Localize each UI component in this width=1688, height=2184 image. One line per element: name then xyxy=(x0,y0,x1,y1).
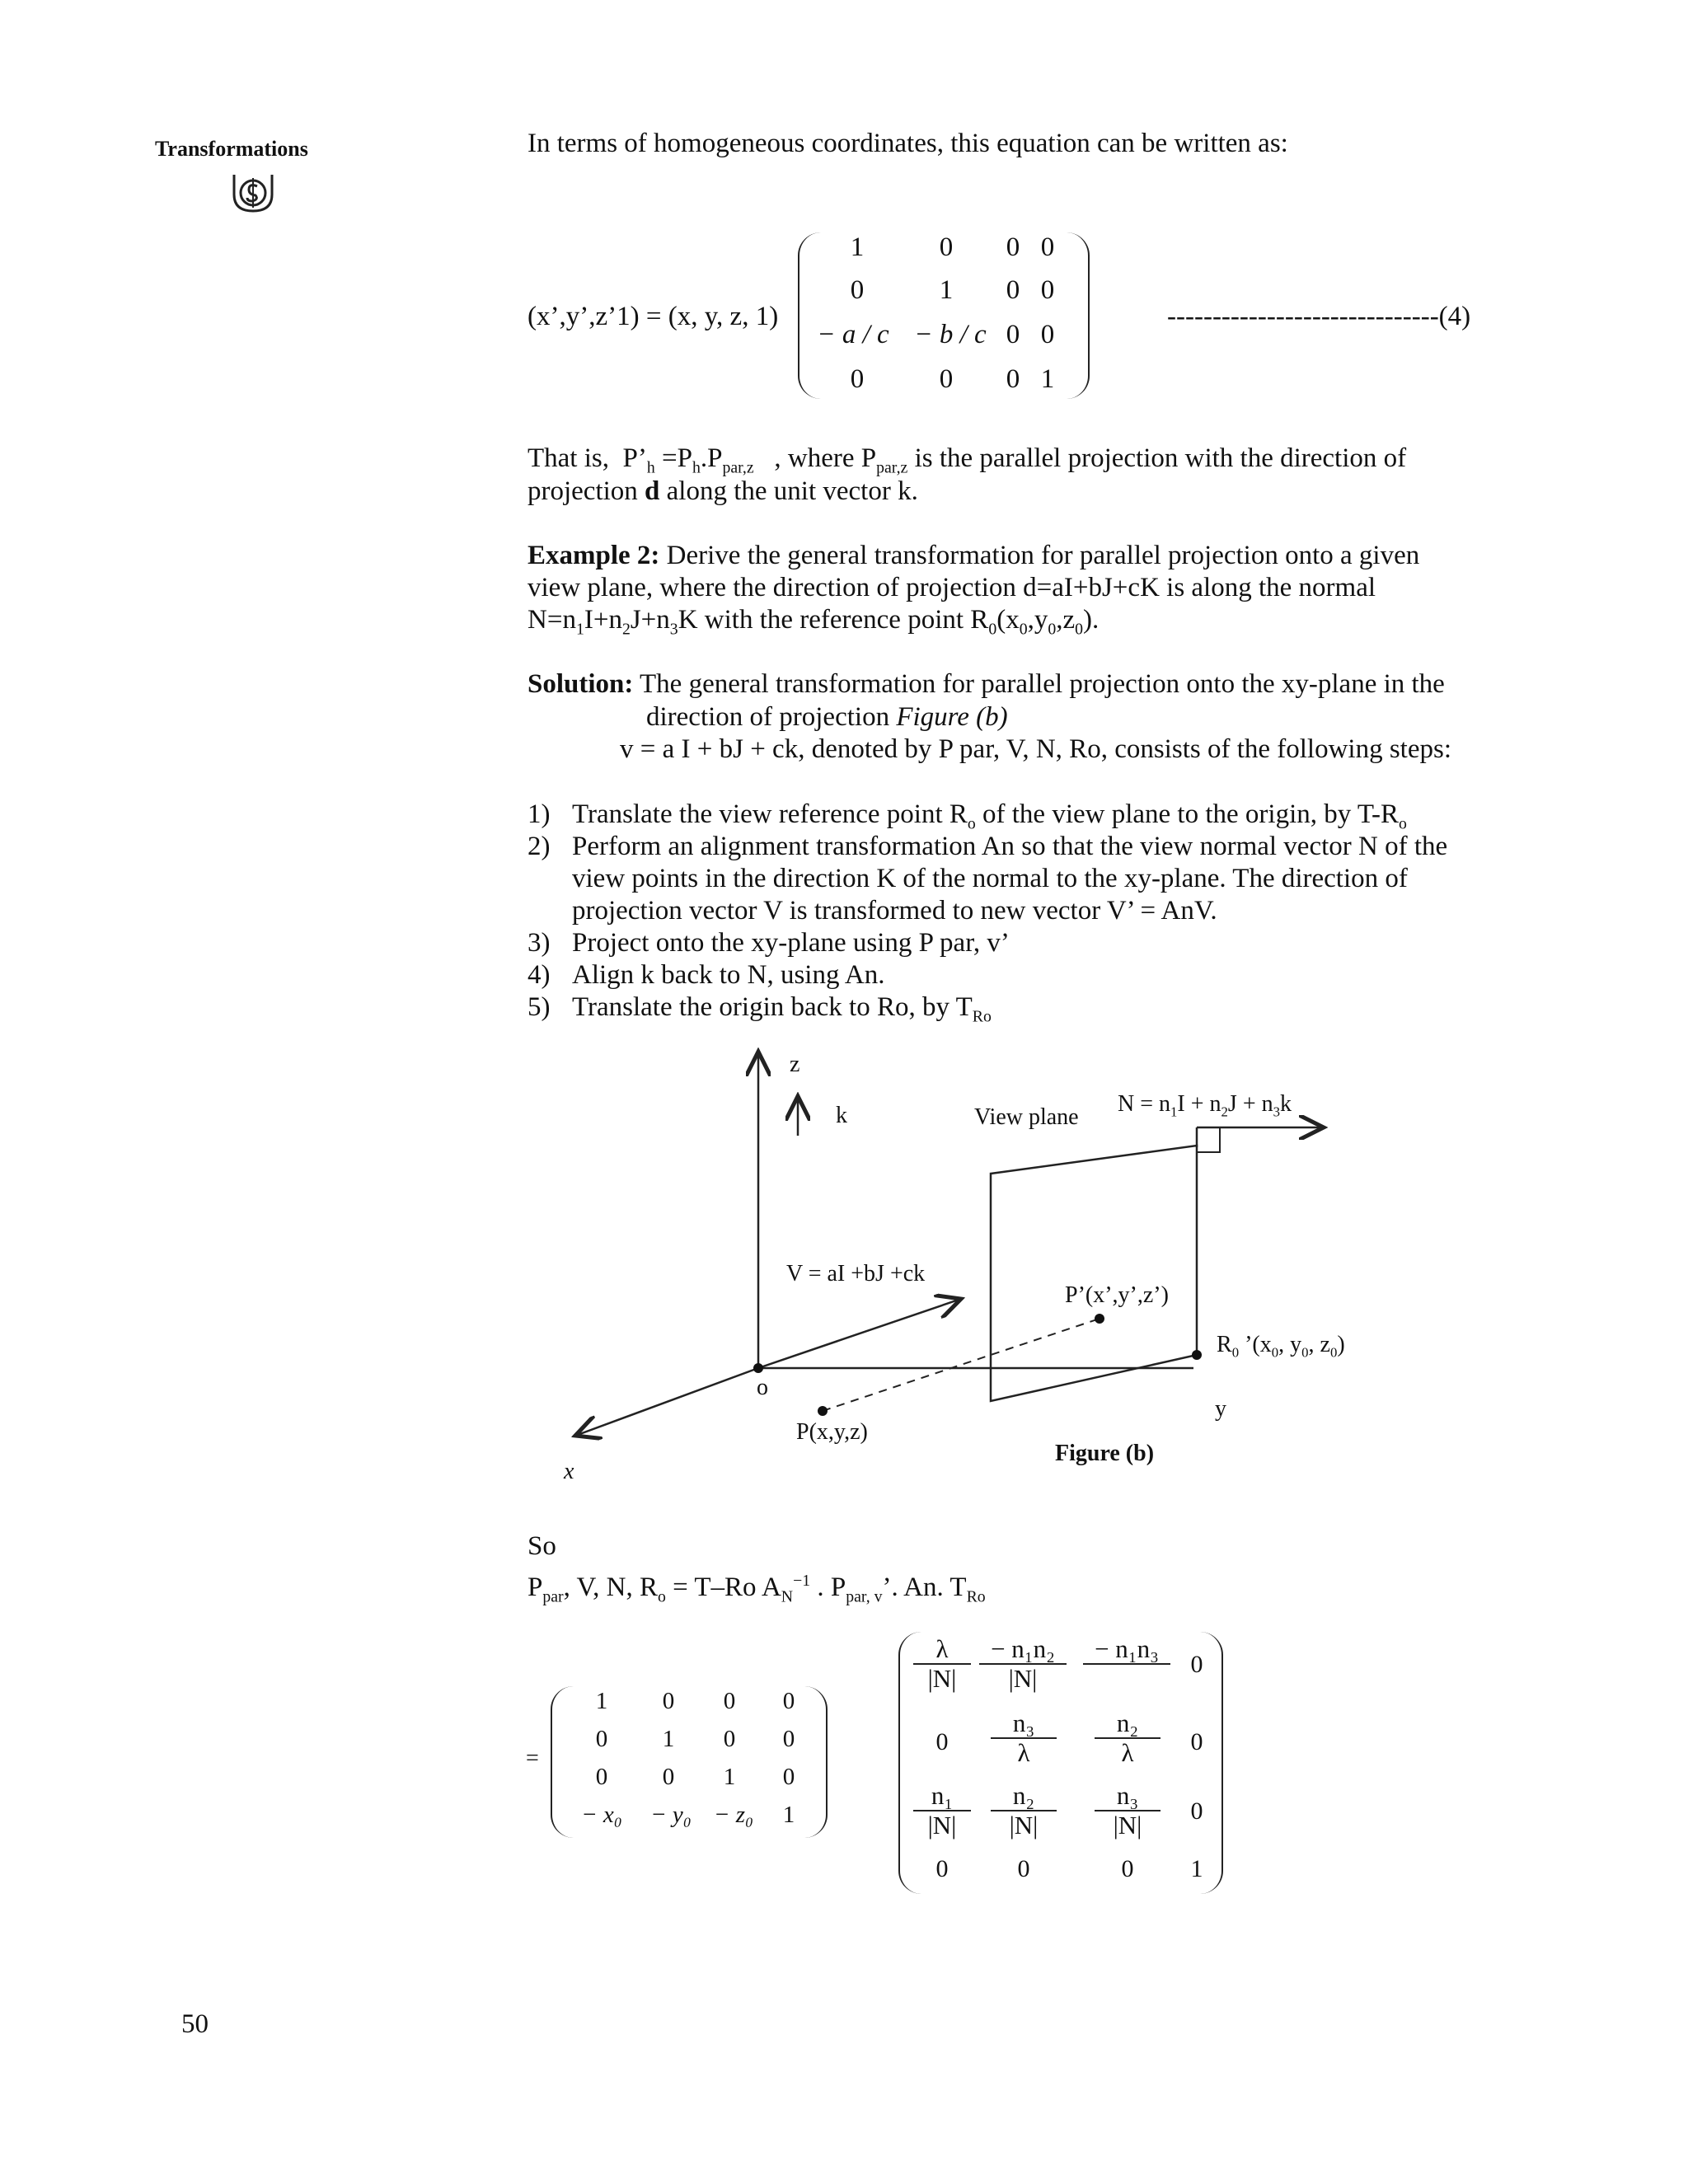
example2-line3: $N=n_1I+n_2J+n_3K$ with the reference point $R_0(x_0,y_0,z_0)$. xyxy=(528,605,1100,639)
view-plane-label: View plane xyxy=(974,1104,1079,1130)
step-4-text: Align k back to N, using An. xyxy=(572,960,885,990)
solution-line2: direction of projection Figure (b) xyxy=(646,702,1008,732)
eq4-cell: 1 xyxy=(850,232,865,262)
eq4-cell: 0 xyxy=(850,275,865,305)
that-is-line1: That is, $P’_h =P_h.P_{par,z}$ , where $P_{par,z}$ is the parallel projection with the direction of xyxy=(528,443,1407,477)
example2-line2: view plane, where the direction of projection d=aI+bJ+cK is along the normal xyxy=(528,573,1376,602)
m2-cell: 0 xyxy=(1121,1855,1134,1882)
frac-lambda-n: $\frac{\lambda}{|N|}$ xyxy=(913,1635,971,1693)
eq4-cell: 1 xyxy=(939,275,954,305)
intro-text: In terms of homogeneous coordinates, this equation can be written as: xyxy=(528,129,1288,158)
v-label: V = aI +bJ +ck xyxy=(786,1261,926,1286)
view-plane xyxy=(991,1146,1197,1401)
solution-line1: Solution: The general transformation for parallel projection onto the xy-plane in the xyxy=(528,669,1445,699)
translation-matrix xyxy=(551,1686,828,1838)
m2-cell: 0 xyxy=(935,1728,949,1755)
step-5-text: Translate the origin back to Ro, by $T_{Ro}$ xyxy=(572,992,992,1026)
frac-n2-lambda: $\frac{\text{n₂}}{\lambda}$ xyxy=(1095,1709,1160,1767)
r0-label: $R_0$ $’(x_0$, $y_0$, $z_0$) xyxy=(1217,1332,1345,1361)
origin-point xyxy=(753,1363,763,1373)
figure-caption: Figure (b) xyxy=(1055,1441,1155,1466)
step-number: 1) xyxy=(528,799,551,829)
frac-n1n2-n: $\frac{\text{− n₁n₂}}{|N|}$ xyxy=(979,1635,1067,1693)
step-number: 5) xyxy=(528,992,551,1022)
m2-cell: 0 xyxy=(1190,1728,1203,1755)
p-point xyxy=(818,1406,828,1416)
m2-cell: 0 xyxy=(1190,1651,1203,1678)
m1-cell: 0 xyxy=(595,1726,608,1752)
m1-cell: 1 xyxy=(662,1726,675,1752)
m1-cell: 0 xyxy=(782,1688,795,1714)
page-number: 50 xyxy=(181,2009,209,2039)
frac-n3-n: $\frac{\text{n₃}}{|N|}$ xyxy=(1095,1782,1160,1840)
p-label: P(x,y,z) xyxy=(796,1419,868,1445)
that-is-line2: projection d along the unit vector k. xyxy=(528,476,918,506)
final-equals: = xyxy=(526,1746,539,1771)
r0-point xyxy=(1192,1350,1202,1360)
eq4-lhs: (x’,y’,z’1) = (x, y, z, 1) xyxy=(528,302,779,331)
p-prime-label: P’(x’,y’,z’) xyxy=(1065,1282,1169,1308)
eq4-cell: 1 xyxy=(1040,364,1055,394)
m1-cell: 0 xyxy=(782,1726,795,1752)
m2-cell: 0 xyxy=(935,1855,949,1882)
m2-cell: 0 xyxy=(1017,1855,1030,1882)
k-label: k xyxy=(836,1103,847,1128)
so-equation: $P_{par}$, V, N, $R_o = T-Ro$ $A_N^{-1}$ . $P_{par, v}$’. An. $T_{Ro}$ xyxy=(528,1572,986,1606)
step-2-line2: view points in the direction K of the normal to the xy-plane. The direction of xyxy=(572,864,1408,893)
eq4-cell: 0 xyxy=(939,232,954,262)
m2-cell: 1 xyxy=(1190,1855,1203,1882)
so-word: So xyxy=(528,1531,556,1561)
m1-cell: 1 xyxy=(723,1764,736,1790)
v-vector xyxy=(758,1299,961,1368)
eq4-cell: 0 xyxy=(1040,320,1055,349)
m1-cell: 0 xyxy=(782,1764,795,1790)
step-number: 2) xyxy=(528,832,551,861)
x-label: x xyxy=(564,1459,574,1484)
alignment-matrix xyxy=(898,1632,1223,1894)
eq4-cell: 0 xyxy=(1006,275,1020,305)
frac-n2-n: $\frac{\text{n₂}}{|N|}$ xyxy=(991,1782,1057,1840)
m1-cell: − y₀ xyxy=(650,1802,692,1828)
m1-cell: 0 xyxy=(595,1764,608,1790)
m1-cell: 1 xyxy=(782,1802,795,1828)
section-header: Transformations xyxy=(155,137,308,161)
m1-cell: 1 xyxy=(595,1688,608,1714)
m1-cell: 0 xyxy=(723,1688,736,1714)
step-number: 3) xyxy=(528,928,551,958)
m1-cell: − z₀ xyxy=(713,1802,754,1828)
m1-cell: 0 xyxy=(723,1726,736,1752)
eq4-cell: 0 xyxy=(1040,275,1055,305)
frac-n1n3: − n₁n₃ xyxy=(1083,1635,1170,1665)
m1-cell: − x₀ xyxy=(581,1802,622,1828)
eq4-cell: − a / c xyxy=(817,320,889,349)
eq4-cell: 0 xyxy=(1006,232,1020,262)
normal-label: $N = n_1I + n_2J + n_3k$ xyxy=(1118,1091,1292,1120)
eq4-cell: − b / c xyxy=(914,320,987,349)
eq4-cell: 0 xyxy=(939,364,954,394)
y-label: y xyxy=(1215,1396,1226,1422)
right-angle-mark xyxy=(1197,1127,1220,1152)
eq4-cell: 0 xyxy=(1006,320,1020,349)
origin-label: o xyxy=(757,1375,768,1400)
z-label: z xyxy=(790,1052,800,1077)
x-axis xyxy=(575,1368,758,1436)
example2-line1: Example 2: Derive the general transformation for parallel projection onto a given xyxy=(528,541,1420,570)
step-2-line1: Perform an alignment transformation An so that the view normal vector N of the xyxy=(572,832,1448,861)
step-number: 4) xyxy=(528,960,551,990)
m2-cell: 0 xyxy=(1190,1797,1203,1825)
step-3-text: Project onto the xy-plane using P par, v’ xyxy=(572,928,1010,958)
frac-n3-lambda: $\frac{\text{n₃}}{\lambda}$ xyxy=(991,1709,1057,1767)
m1-cell: 0 xyxy=(662,1764,675,1790)
step-1-text: Translate the view reference point $R_o$ of the view plane to the origin, by $T-R_o$ xyxy=(572,799,1407,833)
p-prime-point xyxy=(1095,1314,1104,1324)
frac-n1-n: $\frac{\text{n₁}}{|N|}$ xyxy=(913,1782,971,1840)
eq4-cell: 0 xyxy=(1040,232,1055,262)
solution-line3: v = a I + bJ + ck, denoted by P par, V, N, Ro, consists of the following steps: xyxy=(620,734,1451,764)
step-2-line3: projection vector V is transformed to new vector V’ = AnV. xyxy=(572,896,1217,926)
m1-cell: 0 xyxy=(662,1688,675,1714)
eq4-tag: ------------------------------(4) xyxy=(1167,302,1471,331)
eq4-cell: 0 xyxy=(850,364,865,394)
eq4-cell: 0 xyxy=(1006,364,1020,394)
